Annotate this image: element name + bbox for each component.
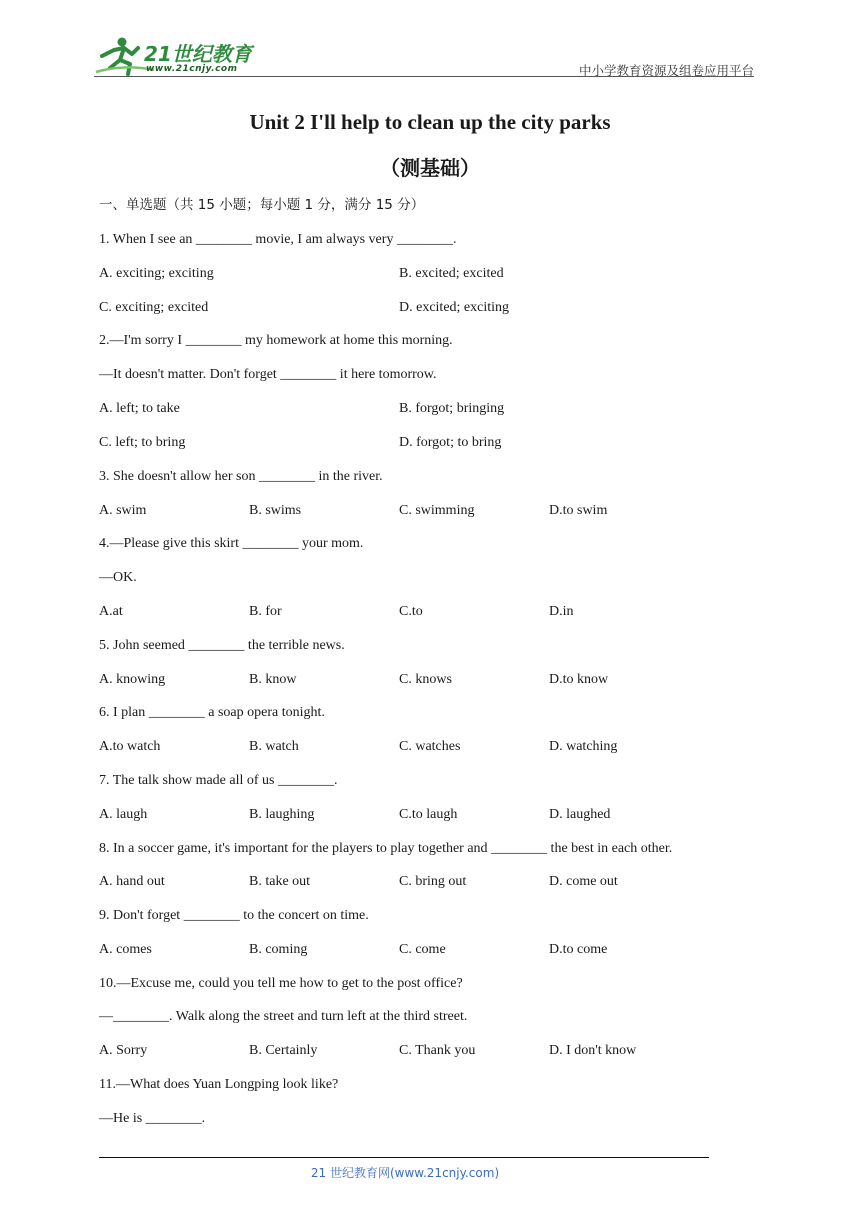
question-5-option-d[interactable]: D.to know <box>549 672 609 687</box>
question-8-option-c[interactable]: C. bring out <box>399 874 467 889</box>
question-10-stem: 10.—Excuse me, could you tell me how to get to the post office? <box>99 976 463 991</box>
question-5-option-c[interactable]: C. knows <box>399 672 452 687</box>
question-11-stem: 11.—What does Yuan Longping look like? <box>99 1077 339 1092</box>
question-10-option-d[interactable]: D. I don't know <box>549 1043 637 1058</box>
question-9-option-c[interactable]: C. come <box>399 942 446 957</box>
question-6-stem: 6. I plan ________ a soap opera tonight. <box>99 705 325 720</box>
footer-link[interactable]: 21 世纪教育网(www.21cnjy.com) <box>310 1166 500 1180</box>
logo-text: 21世纪教育 <box>144 42 252 66</box>
question-8-option-b[interactable]: B. take out <box>249 874 311 889</box>
header-platform-text: 中小学教育资源及组卷应用平台 <box>578 63 754 78</box>
question-6-option-b[interactable]: B. watch <box>249 739 299 754</box>
question-4-stem: 4.—Please give this skirt ________ your mom. <box>99 536 364 551</box>
question-9-option-d[interactable]: D.to come <box>549 942 608 957</box>
question-7-option-c[interactable]: C.to laugh <box>399 807 458 822</box>
question-2-option-c[interactable]: C. left; to bring <box>99 435 186 450</box>
question-10-option-b[interactable]: B. Certainly <box>249 1043 318 1058</box>
question-2-stem: 2.—I'm sorry I ________ my homework at home this morning. <box>99 333 453 348</box>
question-7-stem: 7. The talk show made all of us ________. <box>99 773 338 788</box>
question-3-option-d[interactable]: D.to swim <box>549 503 608 518</box>
question-4-option-c[interactable]: C.to <box>399 604 423 619</box>
question-3-option-b[interactable]: B. swims <box>249 503 302 518</box>
question-4-option-b[interactable]: B. for <box>249 604 282 619</box>
question-11-stem-line-2: —He is ________. <box>99 1111 206 1126</box>
page-title: Unit 2 I'll help to clean up the city parks <box>249 110 611 134</box>
question-1-option-d[interactable]: D. excited; exciting <box>399 300 510 315</box>
question-10-option-c[interactable]: C. Thank you <box>399 1043 476 1058</box>
question-6-option-d[interactable]: D. watching <box>549 739 618 754</box>
question-2-option-b[interactable]: B. forgot; bringing <box>399 401 505 416</box>
question-1-option-c[interactable]: C. exciting; excited <box>99 300 209 315</box>
question-10-stem-line-2: —________. Walk along the street and turn left at the third street. <box>99 1009 468 1024</box>
question-4-option-a[interactable]: A.at <box>99 604 123 619</box>
page-subtitle: （测基础） <box>380 156 480 180</box>
question-1-option-a[interactable]: A. exciting; exciting <box>99 266 214 281</box>
question-2-option-a[interactable]: A. left; to take <box>99 401 180 416</box>
question-10-option-a[interactable]: A. Sorry <box>99 1043 148 1058</box>
question-8-option-d[interactable]: D. come out <box>549 874 618 889</box>
question-8-stem: 8. In a soccer game, it's important for the players to play together and ________ the best in each other. <box>99 841 673 856</box>
question-5-stem: 5. John seemed ________ the terrible news. <box>99 638 345 653</box>
question-9-option-a[interactable]: A. comes <box>99 942 152 957</box>
header-divider <box>94 76 754 77</box>
question-9-option-b[interactable]: B. coming <box>249 942 308 957</box>
question-3-stem: 3. She doesn't allow her son ________ in the river. <box>99 469 383 484</box>
footer-divider <box>99 1157 709 1158</box>
question-6-option-c[interactable]: C. watches <box>399 739 461 754</box>
question-3-option-a[interactable]: A. swim <box>99 503 147 518</box>
site-logo <box>94 34 264 78</box>
question-6-option-a[interactable]: A.to watch <box>99 739 161 754</box>
question-7-option-b[interactable]: B. laughing <box>249 807 315 822</box>
question-1-option-b[interactable]: B. excited; excited <box>399 266 504 281</box>
question-8-option-a[interactable]: A. hand out <box>99 874 165 889</box>
question-7-option-a[interactable]: A. laugh <box>99 807 148 822</box>
question-5-option-a[interactable]: A. knowing <box>99 672 166 687</box>
question-4-stem-line-2: —OK. <box>99 570 137 585</box>
section-heading: 一、单选题（共 15 小题；每小题 1 分，满分 15 分） <box>99 197 425 213</box>
question-7-option-d[interactable]: D. laughed <box>549 807 611 822</box>
question-2-option-d[interactable]: D. forgot; to bring <box>399 435 502 450</box>
question-3-option-c[interactable]: C. swimming <box>399 503 475 518</box>
question-1-stem: 1. When I see an ________ movie, I am always very ________. <box>99 232 457 247</box>
question-5-option-b[interactable]: B. know <box>249 672 297 687</box>
question-9-stem: 9. Don't forget ________ to the concert on time. <box>99 908 369 923</box>
logo-url: www.21cnjy.com <box>146 64 238 74</box>
question-4-option-d[interactable]: D.in <box>549 604 574 619</box>
question-2-stem-line-2: —It doesn't matter. Don't forget ________ it here tomorrow. <box>99 367 437 382</box>
